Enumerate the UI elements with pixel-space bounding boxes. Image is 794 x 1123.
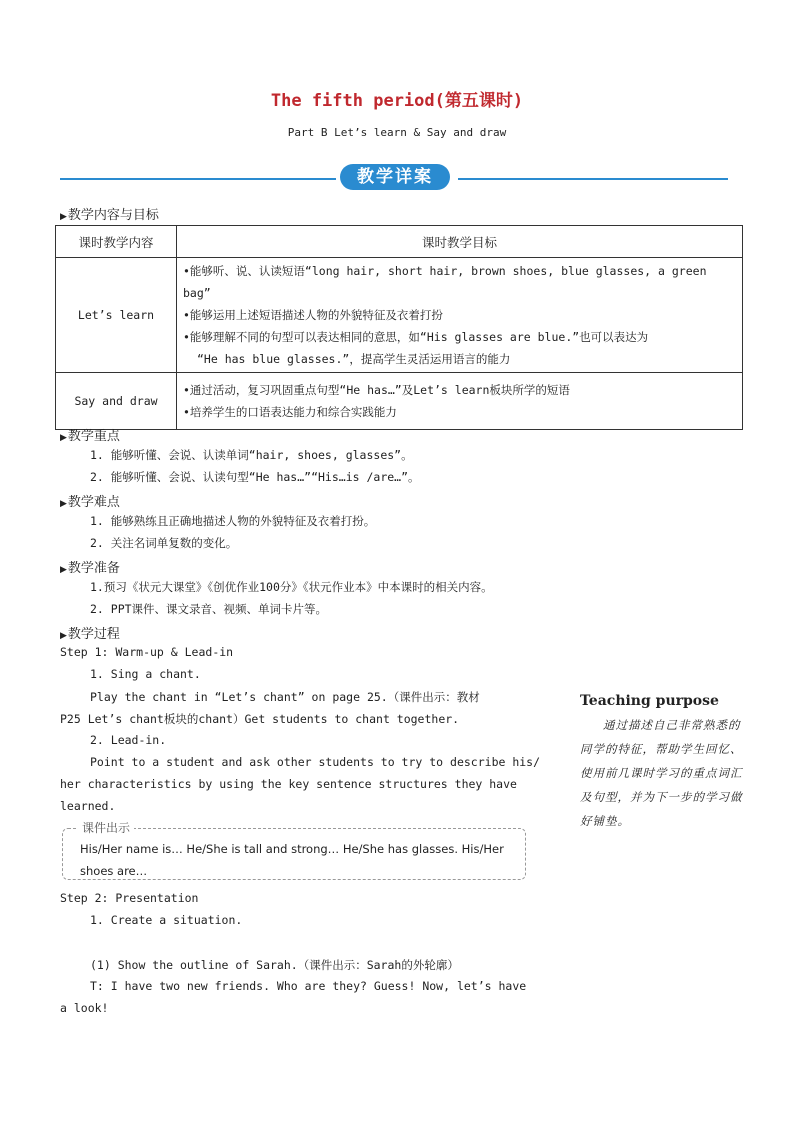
- step-item: 1. Sing a chant.: [90, 667, 201, 681]
- courseware-tag: 课件出示: [78, 819, 134, 836]
- section-heading-process: ▶教学过程: [60, 627, 120, 642]
- paragraph-line: P25 Let’s chant板块的chant）Get students to chant together.: [60, 712, 460, 726]
- page-title: The fifth period(第五课时): [270, 91, 524, 111]
- table-cell-goals: [177, 373, 743, 430]
- paragraph-line: Point to a student and ask other students to try to describe his/: [90, 755, 541, 769]
- paragraph-line: learned.: [60, 799, 116, 813]
- table-row: [56, 258, 743, 373]
- goal-line: •培养学生的口语表达能力和综合实践能力: [183, 405, 397, 419]
- key-point-item: 2. 能够听懂、会说、认读句型“He has…”“His…is /are…”。: [90, 470, 420, 484]
- banner-divider-right: [458, 178, 728, 180]
- teaching-purpose-text: 通过描述自己非常熟悉的同学的特征，帮助学生回忆、使用前几课时学习的重点词汇及句型，并为下一步的学习做好铺垫。: [580, 718, 743, 828]
- table-header-content: 课时教学内容: [56, 226, 177, 258]
- section-heading-difficulties: ▶教学难点: [60, 495, 120, 510]
- table-header-goals: 课时教学目标: [177, 226, 743, 258]
- table-cell-content: Let’s learn: [56, 258, 177, 373]
- section-heading-preparation: ▶教学准备: [60, 561, 120, 576]
- table-row: [56, 373, 743, 430]
- step-item: 1. Create a situation.: [90, 913, 243, 927]
- section-banner: 教学详案: [340, 164, 450, 190]
- step-subitem: (1) Show the outline of Sarah.（课件出示：Sarah的外轮廓）: [90, 958, 459, 972]
- paragraph-line: T: I have two new friends. Who are they? Guess! Now, let’s have: [90, 979, 527, 993]
- preparation-item: 2. PPT课件、课文录音、视频、单词卡片等。: [90, 602, 328, 616]
- courseware-text: His/Her name is… He/She is tall and strong… He/She has glasses. His/Her shoes are…: [80, 842, 504, 878]
- preparation-item: 1.预习《状元大课堂》《创优作业100分》《状元作业本》中本课时的相关内容。: [90, 580, 493, 594]
- difficulty-item: 2. 关注名词单复数的变化。: [90, 536, 238, 550]
- goal-line: •能够听、说、认读短语“long hair, short hair, brown shoes, blue glasses, a green: [183, 264, 707, 278]
- goal-line: •通过活动，复习巩固重点句型“He has…”及Let’s learn板块所学的短语: [183, 383, 570, 397]
- teaching-purpose-heading: Teaching purpose: [580, 693, 719, 709]
- paragraph-line: her characteristics by using the key sentence structures they have: [60, 777, 517, 791]
- goal-line: •能够理解不同的句型可以表达相同的意思，如“His glasses are blue.”也可以表达为: [183, 330, 649, 344]
- paragraph-line: Play the chant in “Let’s chant” on page 25.（课件出示：教材: [90, 690, 480, 704]
- page-subtitle: Part B Let’s learn & Say and draw: [287, 126, 507, 139]
- step-title: Step 1: Warm-up & Lead-in: [60, 645, 234, 659]
- goal-line: “He has blue glasses.”，提高学生灵活运用语言的能力: [197, 352, 511, 366]
- banner-divider-left: [60, 178, 336, 180]
- key-point-item: 1. 能够听懂、会说、认读单词“hair, shoes, glasses”。: [90, 448, 413, 462]
- difficulty-item: 1. 能够熟练且正确地描述人物的外貌特征及衣着打扮。: [90, 514, 376, 528]
- section-heading-objectives: ▶教学内容与目标: [60, 208, 159, 223]
- step-title: Step 2: Presentation: [60, 891, 199, 905]
- goal-line: bag”: [183, 286, 211, 300]
- paragraph-line: a look!: [60, 1001, 109, 1015]
- objectives-table: [55, 225, 743, 430]
- goal-line: •能够运用上述短语描述人物的外貌特征及衣着打扮: [183, 308, 443, 322]
- section-heading-key-points: ▶教学重点: [60, 429, 120, 444]
- step-item: 2. Lead-in.: [90, 733, 167, 747]
- table-cell-goals: [177, 258, 743, 373]
- table-cell-content: Say and draw: [56, 373, 177, 430]
- table-header-row: [56, 226, 743, 258]
